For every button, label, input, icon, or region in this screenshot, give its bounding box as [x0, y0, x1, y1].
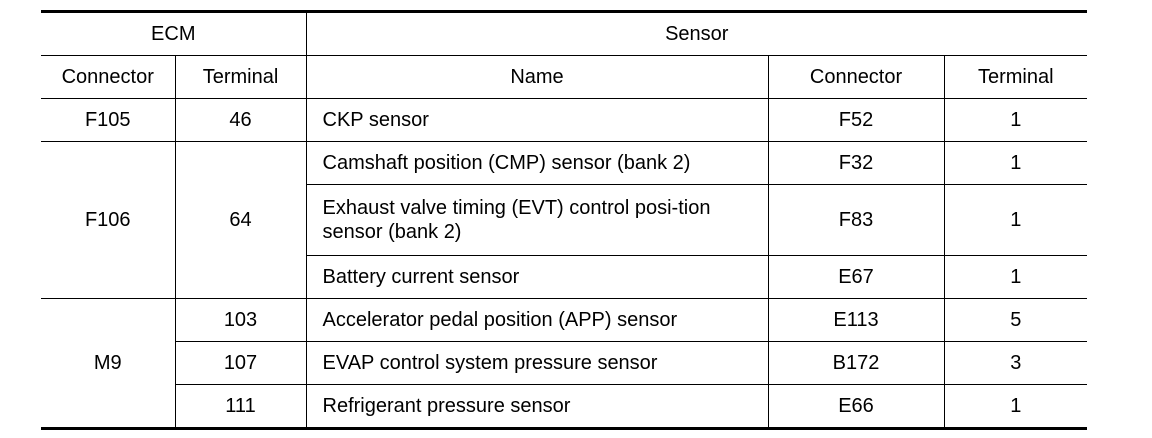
- ecm-sensor-table: [41, 10, 1087, 430]
- sensor-terminal-cell: 3: [944, 342, 1087, 385]
- sensor-connector-header: Connector: [768, 56, 944, 99]
- sensor-terminal-cell: 1: [944, 256, 1087, 299]
- table-row: [41, 142, 1087, 185]
- table-row: [41, 385, 1087, 429]
- sensor-name-header: Name: [306, 56, 768, 99]
- sensor-connector-cell: F52: [768, 99, 944, 142]
- ecm-connector-cell: M9: [41, 299, 175, 429]
- sensor-terminal-cell: 1: [944, 185, 1087, 256]
- ecm-connector-header: Connector: [41, 56, 175, 99]
- sensor-terminal-cell: 5: [944, 299, 1087, 342]
- sensor-name-cell: Refrigerant pressure sensor: [306, 385, 768, 429]
- header-row-group: [41, 12, 1087, 56]
- sensor-connector-cell: E113: [768, 299, 944, 342]
- sensor-name-text: Exhaust valve timing (EVT) control posi-tion sensor (bank 2): [322, 197, 711, 243]
- sensor-name-cell: EVAP control system pressure sensor: [306, 342, 768, 385]
- sensor-name-cell: Accelerator pedal position (APP) sensor: [306, 299, 768, 342]
- sensor-connector-cell: B172: [768, 342, 944, 385]
- sensor-connector-cell: F32: [768, 142, 944, 185]
- sensor-name-cell: [306, 185, 768, 256]
- table-row: [41, 299, 1087, 342]
- sensor-connector-cell: E66: [768, 385, 944, 429]
- ecm-terminal-cell: 107: [175, 342, 306, 385]
- sensor-terminal-cell: 1: [944, 385, 1087, 429]
- ecm-connector-cell: F105: [41, 99, 175, 142]
- sensor-terminal-cell: 1: [944, 99, 1087, 142]
- ecm-header: ECM: [41, 12, 306, 56]
- sensor-connector-cell: E67: [768, 256, 944, 299]
- sensor-header: Sensor: [306, 12, 1087, 56]
- table-row: [41, 342, 1087, 385]
- sensor-connector-cell: F83: [768, 185, 944, 256]
- ecm-terminal-cell: 111: [175, 385, 306, 429]
- ecm-terminal-cell: 103: [175, 299, 306, 342]
- ecm-connector-cell: F106: [41, 142, 175, 299]
- header-row-columns: [41, 56, 1087, 99]
- table-row: [41, 99, 1087, 142]
- sensor-name-cell: CKP sensor: [306, 99, 768, 142]
- ecm-terminal-header: Terminal: [175, 56, 306, 99]
- sensor-terminal-header: Terminal: [944, 56, 1087, 99]
- sensor-name-cell: Camshaft position (CMP) sensor (bank 2): [306, 142, 768, 185]
- sensor-terminal-cell: 1: [944, 142, 1087, 185]
- sensor-name-cell: Battery current sensor: [306, 256, 768, 299]
- ecm-terminal-cell: 64: [175, 142, 306, 299]
- ecm-terminal-cell: 46: [175, 99, 306, 142]
